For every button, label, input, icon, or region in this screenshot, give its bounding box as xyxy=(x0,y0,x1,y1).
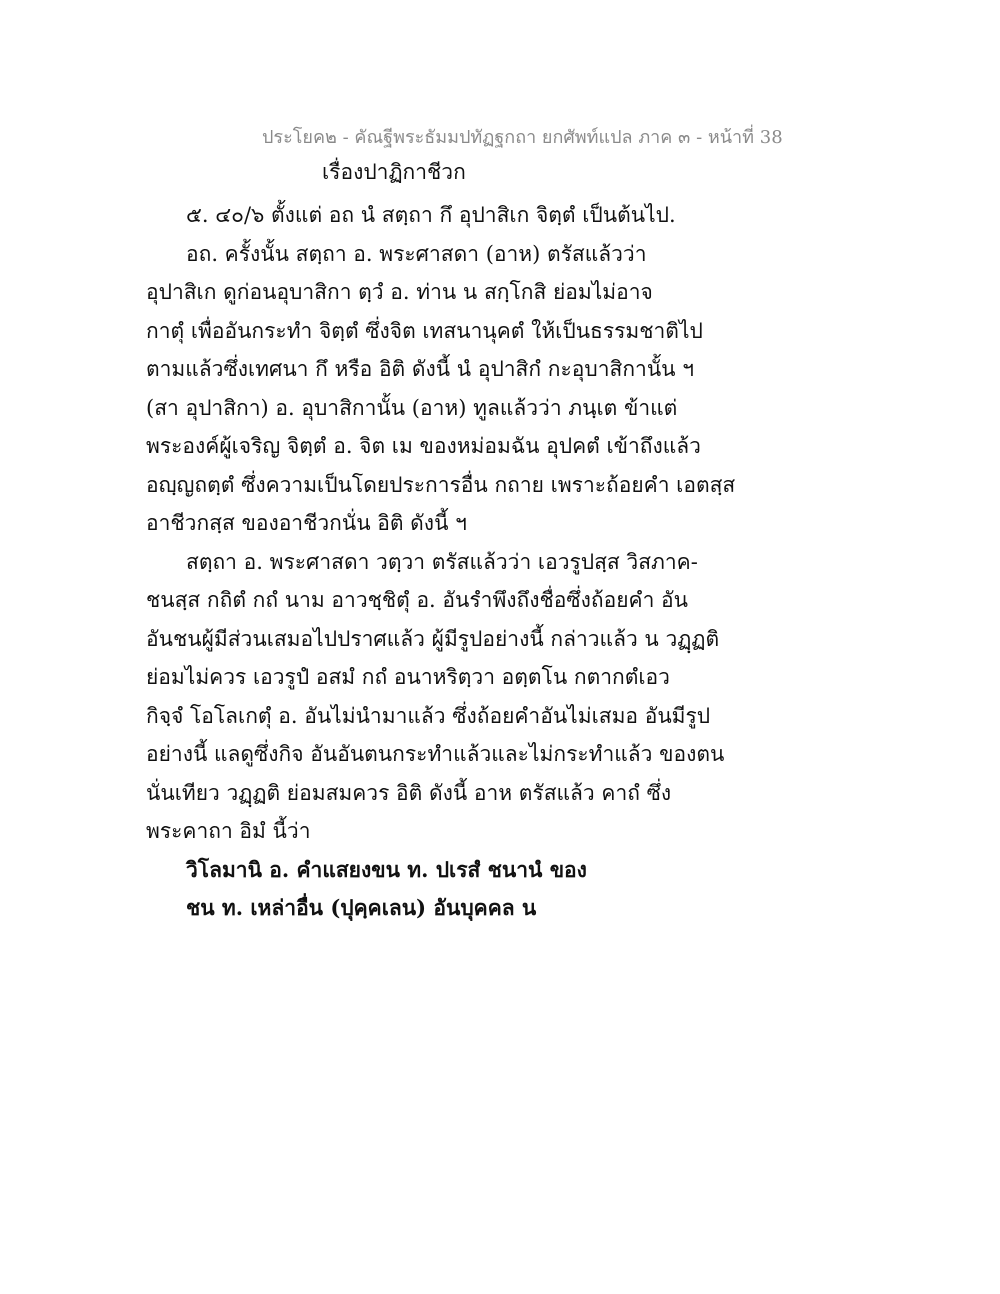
text-line: อันชนผู้มีส่วนเสมอไปปราศแล้ว ผู้มีรูปอย่างนี้ กล่าวแล้ว น วฏฺฏติ xyxy=(146,626,720,651)
text-line: อาชีวกสฺส ของอาชีวกนั่น อิติ ดังนี้ ฯ xyxy=(146,511,467,535)
text-line: สตฺถา อ. พระศาสดา วตฺวา ตรัสแล้วว่า เอวรูปสฺส วิสภาค- xyxy=(186,549,698,574)
text-line: นั่นเทียว วฏฺฏติ ย่อมสมควร อิติ ดังนี้ อาห ตรัสแล้ว คาถํ ซึ่ง xyxy=(146,780,672,805)
text-line: พระคาถา อิมํ นี้ว่า xyxy=(146,819,311,843)
section-title: เรื่องปาฏิกาชีวก xyxy=(322,160,466,184)
text-line: อถ. ครั้งนั้น สตฺถา อ. พระศาสดา (อาห) ตรัสแล้วว่า xyxy=(186,241,647,266)
text-line: อญฺญถตฺตํ ซึ่งความเป็นโดยประการอื่น กถาย เพราะถ้อยคำ เอตสฺส xyxy=(146,472,736,497)
text-line: ตามแล้วซึ่งเทศนา กึ หรือ อิติ ดังนี้ นํ อุปาสิกํ กะอุบาสิกานั้น ฯ xyxy=(146,357,694,381)
text-line: อย่างนี้ แลดูซึ่งกิจ อันอันตนกระทำแล้วและไม่กระทำแล้ว ของตน xyxy=(146,742,725,766)
body-text xyxy=(146,196,866,928)
text-line: ย่อมไม่ควร เอวรูปํ อสมํ กถํ อนาหริตฺวา อตฺตโน กตากตํเอว xyxy=(146,665,670,689)
text-line: พระองค์ผู้เจริญ จิตฺตํ อ. จิต เม ของหม่อมฉัน อุปคตํ เข้าถึงแล้ว xyxy=(146,434,701,458)
text-line: ชนสฺส กถิตํ กถํ นาม อาวชฺชิตุํ อ. อันรำพึงถึงชื่อซึ่งถ้อยคำ อัน xyxy=(146,588,689,612)
running-header: ประโยค๒ - คัณฐีพระธัมมปทัฏฐกถา ยกศัพท์แปล ภาค ๓ - หน้าที่ 38 xyxy=(262,127,783,148)
verse-line: วิโลมานิ อ. คำแสยงขน ท. ปเรสํ ชนานํ ของ xyxy=(186,856,587,882)
text-line: กาตุํ เพื่ออันกระทำ จิตฺตํ ซึ่งจิต เทสนานุคตํ ให้เป็นธรรมชาติไป xyxy=(146,318,703,343)
text-line: กิจฺจํ โอโลเกตุํ อ. อันไม่นำมาแล้ว ซึ่งถ้อยคำอันไม่เสมอ อันมีรูป xyxy=(146,703,711,728)
text-line: (สา อุปาสิกา) อ. อุบาสิกานั้น (อาห) ทูลแล้วว่า ภนฺเต ข้าแต่ xyxy=(146,395,678,420)
text-line: ๕. ๔๐/๖ ตั้งแต่ อถ นํ สตฺถา กึ อุปาสิเก จิตฺตํ เป็นต้นไป. xyxy=(186,203,676,227)
verse-line: ชน ท. เหล่าอื่น (ปุคฺคเลน) อันบุคคล น xyxy=(186,895,537,920)
text-line: อุปาสิเก ดูก่อนอุบาสิกา ตฺวํ อ. ท่าน น สกฺโกสิ ย่อมไม่อาจ xyxy=(146,280,653,304)
